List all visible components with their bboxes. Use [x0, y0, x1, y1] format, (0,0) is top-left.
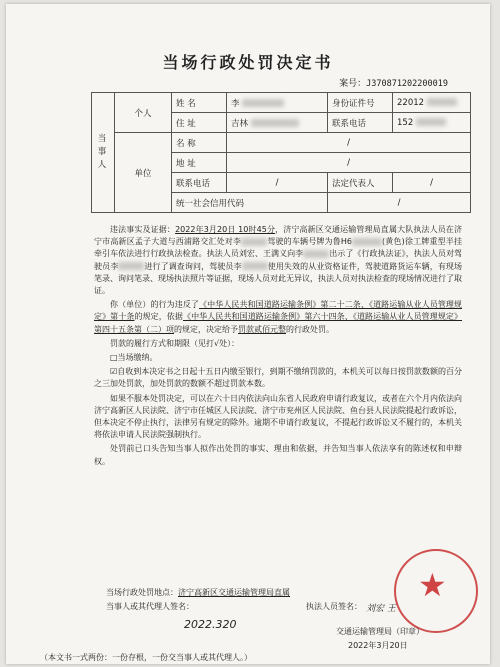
seal-star-icon: ★ [418, 566, 447, 604]
name-value: 李 [227, 93, 328, 113]
payment-method-label: 罚款的履行方式和期限（见打√处）： [110, 338, 240, 348]
credit-code-value: / [328, 193, 471, 213]
unit-address-value: / [227, 153, 471, 173]
violation-paragraph: 你（单位）的行为违反了《中华人民共和国道路运输条例》第二十二条、《道路运输从业人员管理规定》第十条的规定，依据《中华人民共和国道路运输条例》第六十四条、《道路运输从业人员管理规定》第四十五条第（二）项的规定，决定给予罚款贰佰元整的行政处罚。 [94, 300, 463, 334]
authority-line: 交通运输管理局（印章） [336, 627, 424, 636]
legal-rep-label: 法定代表人 [328, 173, 393, 193]
unit-label: 单位 [115, 133, 172, 213]
id-value: 22012 [393, 93, 471, 113]
decision-body [94, 224, 462, 470]
document-title: 当场行政处罚决定书 [162, 53, 334, 72]
unit-name-value: / [227, 133, 471, 153]
legal-rep-value: / [393, 173, 471, 193]
address-label: 住 址 [172, 113, 227, 133]
copy-note: （本文书一式两份：一份存根，一份交当事人或其代理人。） [40, 653, 252, 662]
unit-name-label: 名 称 [172, 133, 227, 153]
individual-label: 个人 [115, 93, 172, 133]
officer-signature-label: 执法人员签名： [306, 602, 362, 611]
address-value: 吉林 [227, 113, 328, 133]
id-label: 身份证件号 [328, 93, 393, 113]
facts-paragraph: 违法事实及证据：2022年3月20日 10时45分，济宁高新区交通运输管理局直属大队执法人员在济宁市高新区孟子大道与西浦路交汇处对李 驾驶的车辆号牌为鲁H6 (黄色)徐工牌重型半挂牵引车依法进行行政执法检查。执法人员刘宏、王满义向李 出示了《行政执法证》，执法人员对驾驶员李 进行了调查询问，驾驶员李 使用失效的从业资格证件，驾驶道路货运车辆，有现场笔录、询问笔录、现场执法照片等证据，现场人员对此无异议，执法人员对执法检查的现场情况进行了取证。 [94, 225, 463, 296]
appeal-paragraph: 如果不服本处罚决定，可以在六十日内依法向山东省人民政府申请行政复议，或者在六个月内依法向济宁高新区人民法院、济宁市任城区人民法院、济宁市兖州区人民法院、鱼台县人民法院提起行政诉讼，但本决定不停止执行，法律另有规定的除外。逾期不申请行政复议，不提起行政诉讼又不履行的，本机关将依法申请人民法院强制执行。 [94, 393, 462, 440]
unit-phone-value: / [227, 173, 328, 193]
phone-label: 联系电话 [328, 113, 393, 133]
case-number: 案号：J37087120220001​9 [339, 79, 448, 89]
decision-date: 2022年3月20日 [348, 641, 408, 650]
phone-value: 152 [393, 113, 471, 133]
party-signature-label: 当事人或其代理人签名： [106, 602, 194, 611]
option-pay-on-site: □当场缴纳。 [110, 353, 158, 363]
option-pay-at-bank: ☑自收到本决定书之日起十五日内缴至银行，到期不缴纳罚款的，本机关可以每日按罚款数额的百分之三加处罚款，加处罚款的数额不超过罚款本数。 [94, 367, 462, 389]
name-label: 姓 名 [172, 93, 227, 113]
unit-address-label: 地 址 [172, 153, 227, 173]
party-signature-date: 2022.320 [184, 618, 237, 631]
location-line: 当场行政处罚地点：济宁高新区交通运输管理局直属 [106, 588, 290, 597]
informed-paragraph: 处罚前已口头告知当事人拟作出处罚的事实、理由和依据，并告知当事人依法享有的陈述权和申辩权。 [94, 444, 462, 466]
penalty-decision-document [6, 4, 490, 664]
unit-phone-label: 联系电话 [172, 173, 227, 193]
officer-signature: 刘宏 王 [366, 604, 396, 614]
party-info-table [91, 92, 471, 213]
party-label: 当事人 [92, 93, 115, 213]
credit-code-label: 统一社会信用代码 [172, 193, 328, 213]
